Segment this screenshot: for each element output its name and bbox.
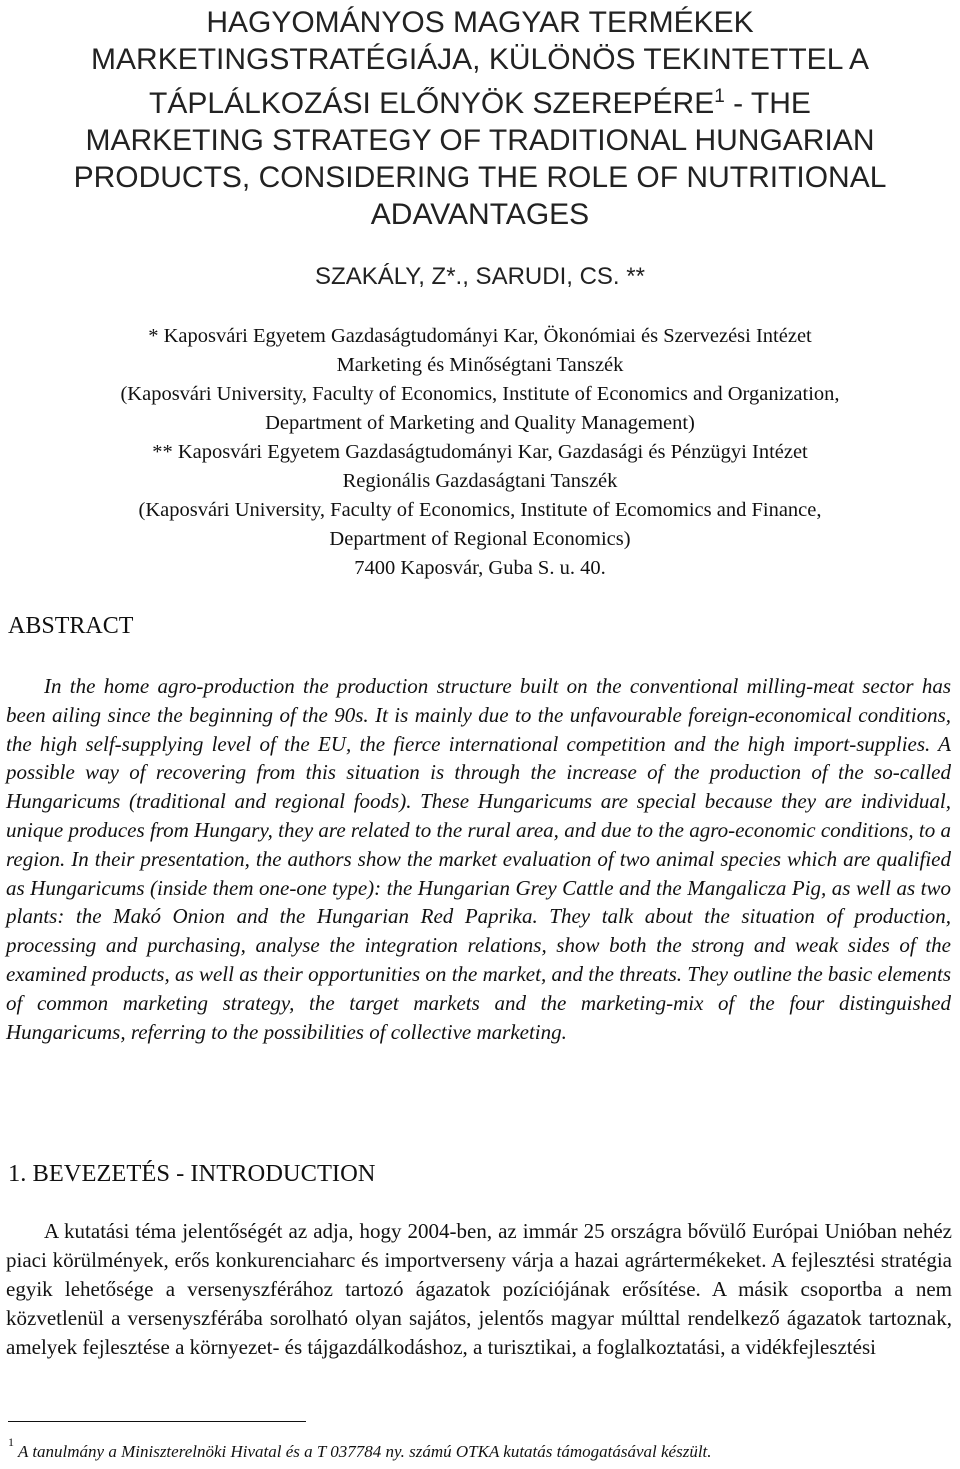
title-line: PRODUCTS, CONSIDERING THE ROLE OF NUTRITIONAL	[73, 161, 887, 194]
title-line: MARKETINGSTRATÉGIÁJA, KÜLÖNÖS TEKINTETTEL A	[91, 43, 869, 76]
affiliation-line: Regionális Gazdaságtani Tanszék	[342, 470, 618, 492]
abstract-text: In the home agro-production the production structure built on the conventional milling-meat sector has been ailing since the beginning of the 90s. It is mainly due to the unfavourable foreign-economical conditions, the high self-supplying level of the EU, the fierce international competition and the high import-supplies. A possible way of recovering from this situation is through the increase of the production of the so-called Hungaricums (traditional and regional foods). These Hungaricums are special because they are individual, unique produces from Hungary, they are related to the rural area, and due to the agro-economic conditions, to a region. In their presentation, the authors show the market evaluation of two animal species which are qualified as Hungaricums (inside them one-one type): the Hungarian Grey Cattle and the Mangalicza Pig, as well as two plants: the Makó Onion and the Hungarian Red Paprika. They talk about the situation of production, processing and purchasing, analyse the integration relations, show both the strong and weak sides of the examined products, as well as their opportunities on the market, and the threats. They outline the basic elements of common marketing strategy, the target markets and the marketing-mix of the four distinguished Hungaricums, referring to the possibilities of collective marketing.	[6, 674, 951, 1044]
affiliation-line: ** Kaposvári Egyetem Gazdaságtudományi Kar, Gazdasági és Pénzügyi Intézet	[152, 441, 808, 463]
affiliations	[0, 322, 960, 583]
title-line-text: - THE	[724, 87, 811, 120]
footnote-number: 1	[8, 1435, 14, 1449]
footnote-marker: 1	[714, 86, 725, 107]
title-line: MARKETING STRATEGY OF TRADITIONAL HUNGARIAN	[85, 124, 875, 157]
section-heading: 1. BEVEZETÉS - INTRODUCTION	[8, 1160, 376, 1187]
footnote-divider	[8, 1421, 306, 1422]
title-line	[0, 78, 960, 122]
title-line: HAGYOMÁNYOS MAGYAR TERMÉKEK	[206, 6, 754, 39]
paper-authors: SZAKÁLY, Z*., SARUDI, CS. **	[315, 263, 645, 290]
footnote	[8, 1425, 712, 1469]
affiliation-line: (Kaposvári University, Faculty of Economics, Institute of Ecomomics and Finance,	[138, 499, 822, 521]
abstract-heading: ABSTRACT	[8, 613, 134, 639]
title-line-text: TÁPLÁLKOZÁSI ELŐNYÖK SZEREPÉRE	[149, 87, 715, 120]
affiliation-line: 7400 Kaposvár, Guba S. u. 40.	[354, 557, 606, 579]
title-line: ADAVANTAGES	[370, 198, 590, 231]
paper-title	[0, 4, 960, 233]
affiliation-line: Department of Regional Economics)	[329, 528, 631, 550]
affiliation-line: Department of Marketing and Quality Management)	[265, 412, 695, 434]
footnote-text: A tanulmány a Miniszterelnöki Hivatal és a T 037784 ny. számú OTKA kutatás támogatásával készült.	[18, 1442, 712, 1461]
affiliation-line: * Kaposvári Egyetem Gazdaságtudományi Kar, Ökonómiai és Szervezési Intézet	[148, 325, 812, 347]
affiliation-line: (Kaposvári University, Faculty of Economics, Institute of Economics and Organization,	[120, 383, 840, 405]
affiliation-line: Marketing és Minőségtani Tanszék	[336, 354, 624, 376]
introduction-text: A kutatási téma jelentőségét az adja, hogy 2004-ben, az immár 25 országra bővülő Európai Unióban nehéz piaci körülmények, erős konkurenciaharc és importverseny várja a hazai agrártermékeket. A fejlesztési stratégia egyik lehetősége a versenyszférához tartozó ágazatok pozíciójának erősítése. A másik csoportba a nem közvetlenül a versenyszférába sorolható olyan sajátos, jelentős magyar múlttal rendelkező ágazatok tartoznak, amelyek fejlesztése a környezet- és tájgazdálkodáshoz, a turisztikai, a foglalkoztatási, a vidékfejlesztési	[6, 1219, 952, 1359]
